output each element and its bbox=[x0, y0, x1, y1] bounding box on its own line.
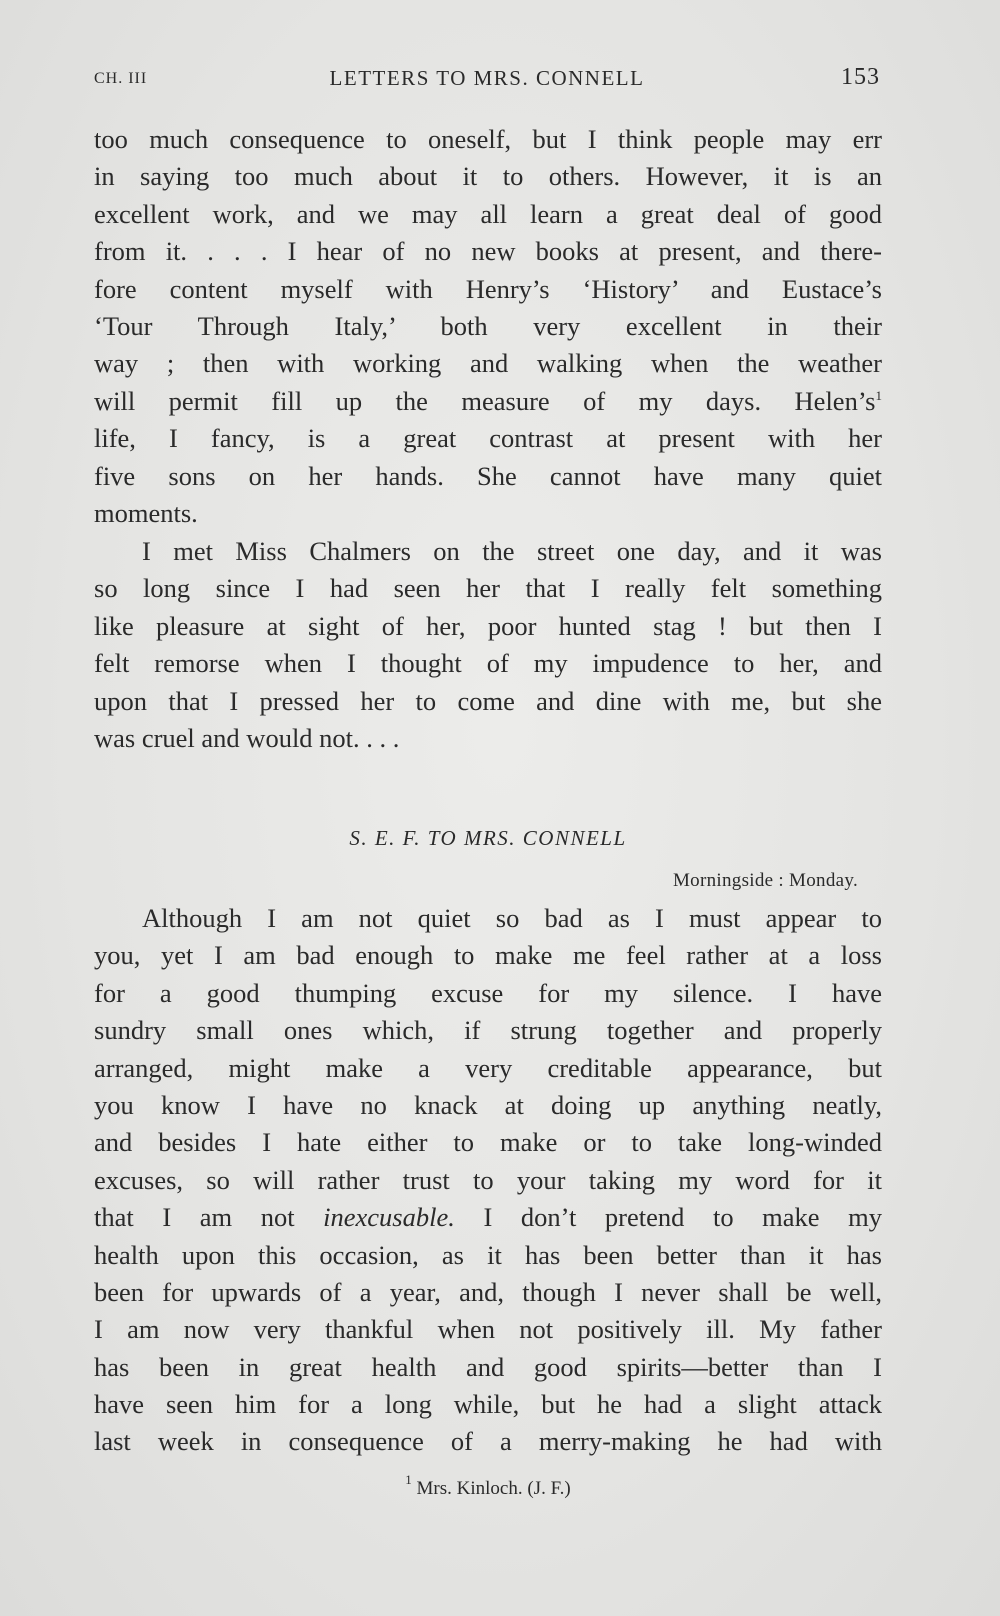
text-line: arranged, might make a very creditable appearance, but bbox=[94, 1052, 882, 1083]
text-line: way ; then with working and walking when the weather bbox=[94, 348, 882, 379]
text-line: ‘Tour Through Italy,’ both very excellent in their bbox=[94, 310, 882, 341]
text-line: upon that I pressed her to come and dine with me, but she bbox=[94, 685, 882, 716]
text-line: like pleasure at sight of her, poor hunted stag ! but then I bbox=[94, 610, 882, 641]
text-line: has been in great health and good spirits—better than I bbox=[94, 1351, 882, 1382]
text-segment: that I am not bbox=[94, 1202, 324, 1233]
text-line: and besides I hate either to make or to take long-winded bbox=[94, 1127, 882, 1158]
running-head bbox=[94, 64, 880, 94]
text-line: fore content myself with Henry’s ‘History’ and Eustace’s bbox=[94, 273, 882, 304]
page-number: 153 bbox=[841, 64, 880, 90]
text-line: I met Miss Chalmers on the street one day, and it was bbox=[142, 536, 882, 566]
text-line: Although I am not quiet so bad as I must appear to bbox=[142, 903, 882, 933]
text-line: too much consequence to oneself, but I think people may err bbox=[94, 124, 882, 154]
text-line: life, I fancy, is a great contrast at present with her bbox=[94, 423, 882, 454]
chapter-label: CH. III bbox=[94, 70, 148, 87]
text-line: will permit fill up the measure of my days. Helen’s bbox=[94, 385, 876, 416]
text-line: felt remorse when I thought of my impudence to her, and bbox=[94, 648, 882, 679]
text-line: five sons on her hands. She cannot have many quiet bbox=[94, 460, 882, 491]
text-line: excellent work, and we may all learn a great deal of good bbox=[94, 198, 882, 229]
paragraph-1 bbox=[94, 121, 882, 532]
text-line: you, yet I am bad enough to make me feel rather at a loss bbox=[94, 940, 882, 971]
dateline: Morningside : Monday. bbox=[672, 870, 858, 891]
footnote-marker: 1 bbox=[405, 1472, 412, 1487]
text-line: was cruel and would not. . . . bbox=[94, 722, 400, 753]
text-line: moments. bbox=[94, 497, 198, 528]
text-line: you know I have no knack at doing up anything neatly, bbox=[94, 1089, 882, 1120]
text-line: last week in consequence of a merry-making he had with bbox=[94, 1426, 882, 1457]
text-line: have seen him for a long while, but he had a slight attack bbox=[94, 1389, 882, 1420]
text-line: health upon this occasion, as it has been better than it has bbox=[94, 1239, 882, 1270]
text-line: so long since I had seen her that I really felt something bbox=[94, 573, 882, 604]
running-title: LETTERS TO MRS. CONNELL bbox=[329, 66, 645, 90]
paragraph-3 bbox=[94, 900, 882, 1461]
footnote bbox=[94, 1472, 882, 1500]
text-line: for a good thumping excuse for my silence. I have bbox=[94, 977, 882, 1008]
text-line-with-italic bbox=[94, 1199, 882, 1236]
footnote-marker: 1 bbox=[875, 387, 882, 403]
paragraph-2 bbox=[94, 533, 882, 757]
footnote-text: Mrs. Kinloch. (J. F.) bbox=[416, 1478, 571, 1499]
text-segment: I don’t pretend to make my bbox=[454, 1202, 882, 1233]
text-line-with-footnote bbox=[94, 383, 882, 420]
text-line: I am now very thankful when not positively ill. My father bbox=[94, 1314, 882, 1345]
text-line: sundry small ones which, if strung together and properly bbox=[94, 1015, 882, 1046]
text-line: in saying too much about it to others. However, it is an bbox=[94, 161, 882, 192]
italic-word: inexcusable. bbox=[323, 1202, 455, 1233]
text-line: been for upwards of a year, and, though I never shall be well, bbox=[94, 1276, 882, 1307]
text-line: excuses, so will rather trust to your taking my word for it bbox=[94, 1164, 882, 1195]
letter-heading: S. E. F. TO MRS. CONNELL bbox=[349, 826, 627, 850]
text-line: from it. . . . I hear of no new books at present, and there- bbox=[94, 236, 882, 267]
